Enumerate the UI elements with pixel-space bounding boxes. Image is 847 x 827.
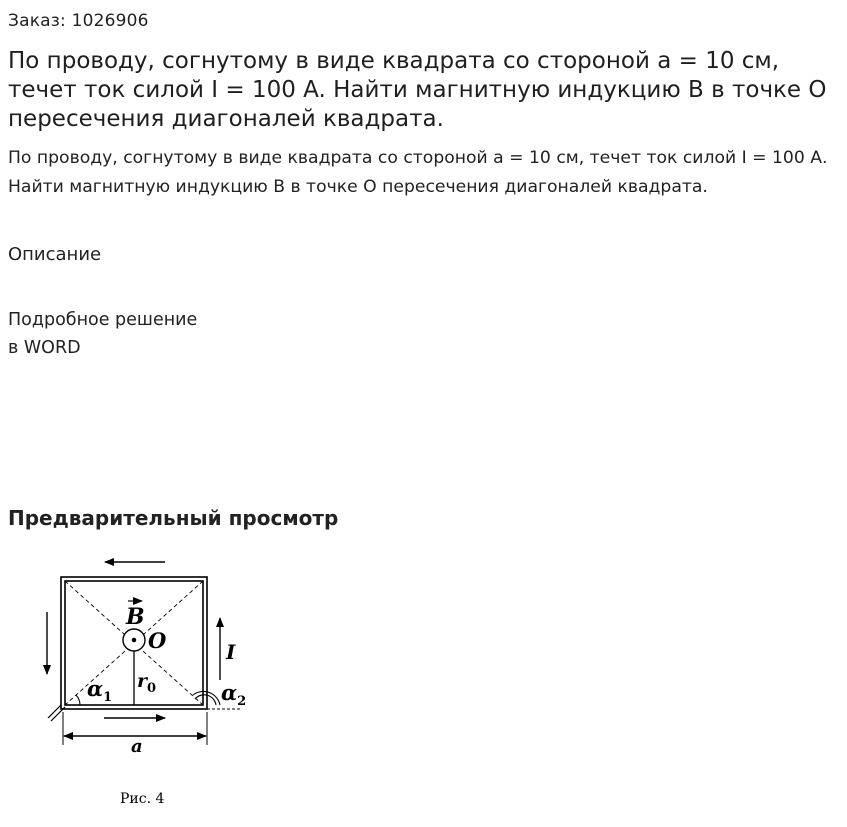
label-alpha1-symbol: α xyxy=(87,676,104,701)
b-field-dot xyxy=(132,638,137,643)
angle-arc-alpha1 xyxy=(76,695,80,705)
label-r0 xyxy=(137,670,156,696)
label-i: I xyxy=(226,640,236,664)
label-r-subscript: 0 xyxy=(147,681,157,696)
label-alpha2 xyxy=(221,680,246,709)
description-heading: Описание xyxy=(8,244,102,265)
figure-caption: Рис. 4 xyxy=(120,791,165,807)
task-description: По проводу, согнутому в виде квадрата со стороной а = 10 см, течет ток силой I = 100 А. Найти магнитную индукцию В в точке О пересечения диагоналей квадрата. xyxy=(8,148,828,197)
preview-heading: Предварительный просмотр xyxy=(8,506,339,530)
label-alpha2-symbol: α xyxy=(221,680,238,705)
label-r: r xyxy=(137,670,148,692)
solution-line-2: в WORD xyxy=(8,338,81,358)
label-alpha2-subscript: 2 xyxy=(237,694,247,709)
label-o: O xyxy=(148,628,167,653)
lead-wire-1 xyxy=(48,705,61,718)
label-a: a xyxy=(131,736,143,757)
label-b: B xyxy=(126,604,145,630)
label-alpha1-subscript: 1 xyxy=(103,690,113,705)
solution-line-1: Подробное решение xyxy=(8,310,198,330)
label-alpha1 xyxy=(87,676,112,705)
order-number: Заказ: 1026906 xyxy=(8,11,149,31)
task-title: По проводу, согнутому в виде квадрата со стороной a = 10 см, течет ток силой I = 100 A. Найти магнитную индукцию B в точке O пересечения диагоналей квадрата. xyxy=(8,48,827,132)
angle-arc-alpha2-1 xyxy=(195,695,216,705)
solution-info xyxy=(8,306,197,362)
preview-figure xyxy=(30,540,270,820)
square-loop-diagram xyxy=(30,540,270,820)
